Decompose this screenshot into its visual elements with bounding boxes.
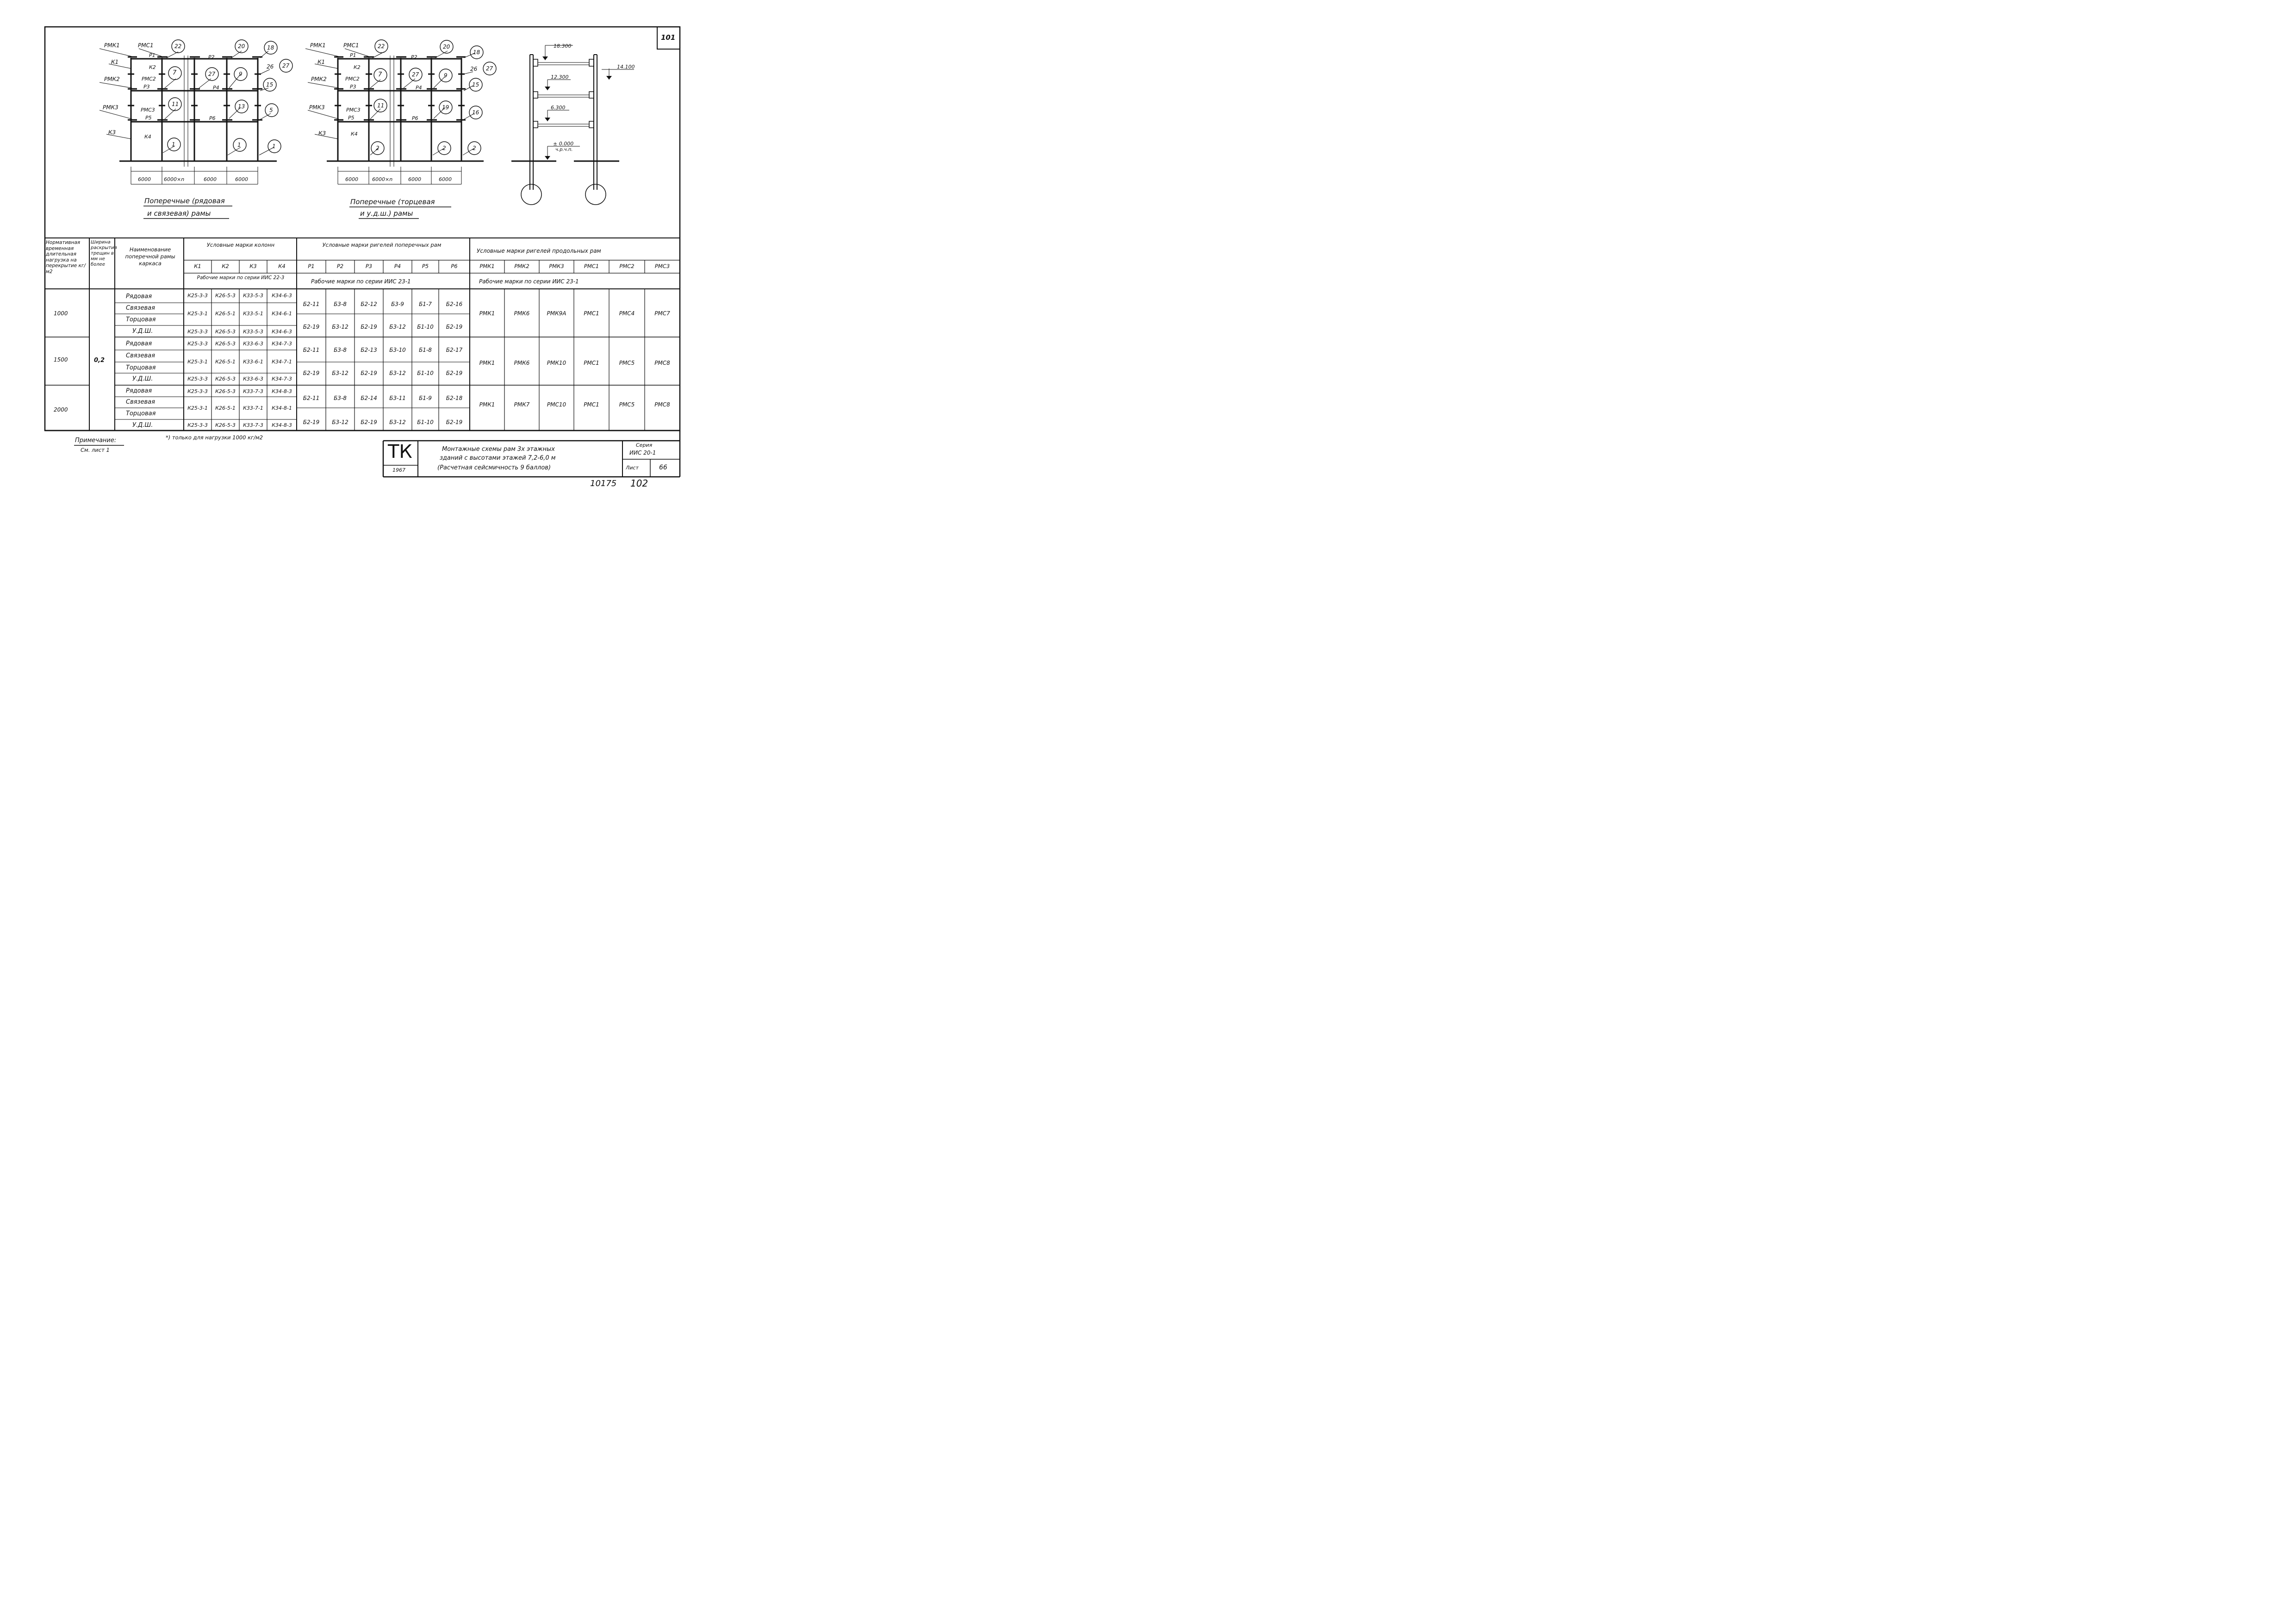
- g1-beam-b-r3: Б2-19: [361, 324, 377, 330]
- frame-left-ref-18: 18: [267, 44, 274, 51]
- frame-left-label-k4: К4: [144, 134, 151, 140]
- frame-left-label-rms3: РМС3: [141, 107, 155, 113]
- frame-mid-dim-2: 6000×n: [372, 176, 393, 182]
- frame-mid-ref-2c: 2: [473, 145, 476, 151]
- frame-left-label-r4: Р4: [213, 85, 219, 91]
- frame-left-dim-2: 6000×n: [164, 176, 185, 182]
- g2-row1-name: Рядовая: [126, 340, 152, 347]
- g3-r4-k1: К25-3-3: [187, 422, 208, 428]
- frame-mid-ref-18: 18: [473, 49, 480, 56]
- beam-head-r2: Р2: [336, 263, 344, 269]
- frame-mid-drawing: [305, 40, 496, 219]
- title-block-sheet-label: Лист: [626, 465, 639, 471]
- section-level-note: ч.р.ч.п.: [555, 147, 573, 152]
- g1-beam-a-r2: Б3-8: [334, 301, 347, 307]
- g1-long-3: РМК9А: [547, 310, 566, 317]
- g1-beam-a-r3: Б2-12: [361, 301, 377, 307]
- g1-row2-name: Связевая: [126, 305, 155, 312]
- g2-r4-k1: К25-3-3: [187, 376, 208, 382]
- beam-head-r3: Р3: [365, 263, 373, 269]
- notes-text: См. лист 1: [81, 447, 110, 453]
- frame-mid-label-k1: К1: [317, 59, 325, 65]
- frame-left-ref-1a: 1: [172, 141, 175, 148]
- g2-long-6: РМС8: [654, 360, 670, 366]
- g3-beam-a-r6: Б2-18: [446, 395, 463, 401]
- g1-beam-b-r6: Б2-19: [446, 324, 463, 330]
- g1-long-4: РМС1: [584, 310, 599, 317]
- g3-beam-a-r3: Б2-14: [361, 395, 377, 401]
- frame-left-ref-20: 20: [238, 43, 245, 50]
- frame-mid-ref-15: 15: [472, 81, 479, 88]
- g2-r1-k3: К33-6-3: [243, 341, 263, 347]
- g2-long-4: РМС1: [584, 360, 599, 366]
- frame-mid-label-r2: Р2: [411, 54, 417, 60]
- g1-r1-k1: К25-3-3: [187, 293, 208, 299]
- frame-mid-label-r3: Р3: [350, 84, 356, 90]
- frame-left-label-r1: Р1: [149, 52, 156, 58]
- frame-left-ref-27b: 27: [282, 62, 290, 69]
- frame-left-ref-1b: 1: [237, 142, 241, 148]
- g1-beam-a-r5: Б1-7: [419, 301, 432, 307]
- g2-beam-b-r3: Б2-19: [361, 370, 377, 376]
- frame-mid-ref-26: 26: [470, 66, 478, 72]
- frame-left-label-r5: Р5: [145, 115, 152, 121]
- frame-mid-ref-2b: 2: [442, 145, 446, 151]
- g3-r1-k3: К33-7-3: [243, 388, 263, 394]
- g3-r2-k4: К34-8-1: [272, 405, 292, 411]
- g2-long-3: РМК10: [547, 360, 566, 366]
- load-2000: 2000: [54, 406, 68, 413]
- frame-left-dim-1: 6000: [138, 176, 151, 182]
- title-block-title-line1: Монтажные схемы рам 3х этажных: [442, 446, 555, 453]
- g1-beam-a-r1: Б2-11: [303, 301, 320, 307]
- frame-left-ref-26: 26: [267, 63, 274, 70]
- title-block-series-label: Серия: [636, 442, 653, 448]
- frame-left-dim-4: 6000: [235, 176, 248, 182]
- section-level-18300: 18.300: [554, 43, 572, 49]
- frame-mid-label-k4: К4: [351, 131, 358, 137]
- g1-r1-k4: К34-6-3: [272, 293, 292, 299]
- frame-mid-label-r4: Р4: [416, 85, 422, 91]
- g3-beam-b-r4: Б3-12: [389, 419, 406, 425]
- frame-left-label-k1: К1: [111, 59, 119, 65]
- g3-r1-k4: К34-8-3: [272, 388, 292, 394]
- g3-beam-b-r3: Б2-19: [361, 419, 377, 425]
- notes-title: Примечание:: [75, 437, 117, 444]
- g1-r2-k1: К25-3-1: [187, 311, 208, 317]
- title-block: [74, 431, 680, 477]
- long-head-rmk3: РМК3: [549, 263, 564, 269]
- g1-beam-a-r4: Б3-9: [391, 301, 404, 307]
- g1-beam-b-r4: Б3-12: [389, 324, 406, 330]
- g3-r4-k3: К33-7-3: [243, 422, 263, 428]
- archive-number: 10175: [590, 479, 617, 488]
- col-head-k2: К2: [222, 263, 229, 269]
- frame-mid-label-rmk1: РМК1: [310, 42, 326, 49]
- frame-left-ref-7: 7: [173, 69, 177, 76]
- title-block-title-line2: зданий с высотами этажей 7,2-6,0 м: [440, 455, 556, 462]
- g2-row2-name: Связевая: [126, 352, 155, 359]
- g3-r1-k2: К26-5-3: [215, 388, 236, 394]
- frame-mid-ref-27a: 27: [412, 71, 419, 78]
- g1-r4-k4: К34-6-3: [272, 329, 292, 335]
- g3-long-6: РМС8: [654, 401, 670, 408]
- g2-r2-k2: К26-5-1: [215, 359, 236, 365]
- frame-mid-ref-7: 7: [378, 71, 382, 78]
- section-level-0: ± 0.000: [553, 141, 574, 147]
- g1-r2-k4: К34-6-1: [272, 311, 292, 317]
- frame-mid-ref-20: 20: [443, 44, 450, 50]
- g3-long-2: РМК7: [514, 401, 530, 408]
- frame-mid-ref-9: 9: [444, 72, 448, 79]
- g1-row3-name: Торцовая: [126, 316, 156, 323]
- beam-head-r6: Р6: [451, 263, 458, 269]
- g2-beam-a-r1: Б2-11: [303, 347, 320, 353]
- frame-left-label-r2: Р2: [208, 54, 215, 60]
- g1-r4-k3: К33-5-3: [243, 329, 263, 335]
- g3-long-4: РМС1: [584, 401, 599, 408]
- title-block-sheet-value: 66: [659, 464, 667, 471]
- g2-r2-k3: К33-6-1: [243, 359, 263, 365]
- beam-head-r1: Р1: [308, 263, 315, 269]
- frame-mid-ref-11: 11: [377, 102, 385, 109]
- table-head-beams: Условные марки ригелей поперечных рам: [322, 242, 442, 248]
- g3-beam-b-r6: Б2-19: [446, 419, 463, 425]
- g2-beam-a-r2: Б3-8: [334, 347, 347, 353]
- frame-mid-label-rms3: РМС3: [346, 107, 361, 113]
- g1-r2-k2: К26-5-1: [215, 311, 236, 317]
- g1-beam-a-r6: Б2-16: [446, 301, 463, 307]
- g3-beam-b-r2: Б3-12: [332, 419, 348, 425]
- frame-mid-caption-line2: и у.д.ш.) рамы: [360, 209, 413, 218]
- g3-r2-k3: К33-7-1: [243, 405, 263, 411]
- frame-left-label-rmk3: РМК3: [103, 104, 118, 111]
- frame-left-label-rmk2: РМК2: [104, 76, 120, 82]
- g3-long-3: РМС10: [547, 401, 566, 408]
- sheet-number: 101: [661, 33, 676, 42]
- g2-beam-a-r4: Б3-10: [389, 347, 406, 353]
- frame-mid-ref-19: 19: [442, 104, 449, 111]
- page-number: 102: [630, 478, 648, 489]
- g2-row4-name: У.Д.Ш.: [132, 375, 153, 382]
- frame-left-dim-3: 6000: [204, 176, 217, 182]
- frame-left-ref-27a: 27: [208, 71, 216, 77]
- frame-left-caption-line1: Поперечные (рядовая: [144, 197, 225, 205]
- table-head-name: Наименование поперечной рамы каркаса: [125, 246, 175, 267]
- col-head-k3: К3: [249, 263, 257, 269]
- frame-left-label-r3: Р3: [143, 84, 150, 90]
- g1-row1-name: Рядовая: [126, 293, 152, 300]
- frame-mid-caption-line1: Поперечные (торцевая: [350, 198, 435, 206]
- load-1500: 1500: [54, 356, 68, 363]
- frame-left-ref-1c: 1: [272, 143, 276, 150]
- long-head-rms1: РМС1: [584, 263, 599, 269]
- col-head-k1: К1: [194, 263, 201, 269]
- frame-left-ref-9: 9: [239, 71, 243, 77]
- table-head-crack: Ширина раскрытия трещин в мм не более: [91, 240, 117, 267]
- g3-long-1: РМК1: [479, 401, 495, 408]
- frame-mid-label-rms2: РМС2: [345, 76, 360, 82]
- section-level-14100: 14.100: [617, 64, 635, 70]
- g2-r2-k4: К34-7-1: [272, 359, 292, 365]
- title-block-logo: ТК: [388, 441, 412, 462]
- table-head-load: Нормативная временная длительная нагрузка на перекрытие кг/м2: [46, 240, 86, 275]
- g2-r4-k3: К33-6-3: [243, 376, 263, 382]
- frame-mid-label-k2: К2: [354, 64, 361, 70]
- g3-row4-name: У.Д.Ш.: [132, 422, 153, 429]
- g1-r1-k2: К26-5-3: [215, 293, 236, 299]
- notes-footnote: *) только для нагрузки 1000 кг/м2: [166, 434, 263, 441]
- frame-left-label-rmk1: РМК1: [104, 42, 120, 49]
- g1-long-2: РМК6: [514, 310, 530, 317]
- frame-mid-label-rms1: РМС1: [343, 42, 359, 49]
- g3-long-5: РМС5: [619, 401, 635, 408]
- g1-long-6: РМС7: [654, 310, 670, 317]
- g1-r2-k3: К33-5-1: [243, 311, 263, 317]
- frame-left-label-rms2: РМС2: [142, 76, 156, 82]
- frame-mid-dim-3: 6000: [408, 176, 421, 182]
- g3-beam-a-r4: Б3-11: [389, 395, 406, 401]
- frame-left-ref-13: 13: [238, 103, 245, 110]
- g3-beam-a-r5: Б1-9: [419, 395, 432, 401]
- long-head-rms3: РМС3: [654, 263, 670, 269]
- g2-r1-k2: К26-5-3: [215, 341, 236, 347]
- frame-left-ref-5: 5: [269, 107, 273, 113]
- frame-left-drawing: [100, 40, 292, 219]
- g2-beam-b-r6: Б2-19: [446, 370, 463, 376]
- frame-mid-label-rmk2: РМК2: [311, 76, 327, 82]
- g2-beam-a-r6: Б2-17: [446, 347, 463, 353]
- frame-mid-ref-16: 16: [472, 109, 479, 116]
- g2-beam-b-r5: Б1-10: [417, 370, 434, 376]
- frame-left-ref-11: 11: [172, 101, 179, 107]
- g3-beam-b-r1: Б2-19: [303, 419, 320, 425]
- g2-beam-a-r3: Б2-13: [361, 347, 377, 353]
- g1-r4-k2: К26-5-3: [215, 329, 236, 335]
- frame-mid-label-r5: Р5: [348, 115, 355, 121]
- frame-mid-label-k3: К3: [318, 130, 326, 137]
- g2-long-1: РМК1: [479, 360, 495, 366]
- frame-left-ref-15: 15: [266, 81, 274, 88]
- title-block-series-value: ИИС 20-1: [629, 450, 656, 456]
- frame-left-label-k3: К3: [108, 129, 116, 136]
- frame-mid-ref-22: 22: [378, 43, 385, 50]
- section-drawing: [511, 45, 634, 205]
- g2-long-5: РМС5: [619, 360, 635, 366]
- g1-beam-b-r5: Б1-10: [417, 324, 434, 330]
- table-head-long-sub: Рабочие марки по серии ИИС 23-1: [479, 278, 579, 285]
- g1-long-1: РМК1: [479, 310, 495, 317]
- frame-mid-ref-27b: 27: [486, 65, 493, 72]
- g2-beam-b-r4: Б3-12: [389, 370, 406, 376]
- section-level-6300: 6.300: [551, 105, 566, 111]
- frame-mid-dim-4: 6000: [439, 176, 452, 182]
- frame-mid-dim-1: 6000: [345, 176, 358, 182]
- g2-beam-a-r5: Б1-8: [419, 347, 432, 353]
- frame-mid-label-r6: Р6: [412, 115, 418, 121]
- g3-r1-k1: К25-3-3: [187, 388, 208, 394]
- title-block-title-line3: (Расчетная сейсмичность 9 баллов): [437, 464, 551, 471]
- long-head-rmk2: РМК2: [514, 263, 529, 269]
- load-1000: 1000: [54, 310, 68, 317]
- section-level-12300: 12.300: [551, 74, 569, 80]
- frame-left-caption-line2: и связевая) рамы: [147, 209, 211, 218]
- crack-value: 0,2: [94, 357, 105, 364]
- long-head-rmk1: РМК1: [479, 263, 495, 269]
- g2-r2-k1: К25-3-1: [187, 359, 208, 365]
- table-head-beams-sub: Рабочие марки по серии ИИС 23-1: [311, 278, 411, 285]
- g1-long-5: РМС4: [619, 310, 635, 317]
- frame-left-label-k2: К2: [149, 64, 156, 70]
- frame-mid-label-r1: Р1: [350, 52, 356, 58]
- g3-r4-k2: К26-5-3: [215, 422, 236, 428]
- table-head-columns: Условные марки колонн: [206, 242, 275, 248]
- g2-long-2: РМК6: [514, 360, 530, 366]
- frame-left-label-rms1: РМС1: [138, 42, 154, 49]
- frame-mid-ref-2a: 2: [376, 145, 380, 151]
- g2-r1-k1: К25-3-3: [187, 341, 208, 347]
- g3-r2-k1: К25-3-1: [187, 405, 208, 411]
- col-head-k4: К4: [278, 263, 286, 269]
- g3-row2-name: Связевая: [126, 399, 155, 406]
- long-head-rms2: РМС2: [619, 263, 635, 269]
- g1-r4-k1: К25-3-3: [187, 329, 208, 335]
- table-head-long: Условные марки ригелей продольных рам: [477, 248, 601, 254]
- g2-beam-b-r1: Б2-19: [303, 370, 320, 376]
- frame-mid-label-rmk3: РМК3: [309, 104, 325, 111]
- g3-beam-b-r5: Б1-10: [417, 419, 434, 425]
- frame-left-label-r6: Р6: [209, 115, 216, 121]
- g3-r4-k4: К34-8-3: [272, 422, 292, 428]
- g2-r4-k2: К26-5-3: [215, 376, 236, 382]
- beam-head-r5: Р5: [422, 263, 429, 269]
- g1-beam-b-r1: Б2-19: [303, 324, 320, 330]
- g1-beam-b-r2: Б3-12: [332, 324, 348, 330]
- g2-beam-b-r2: Б3-12: [332, 370, 348, 376]
- beam-head-r4: Р4: [394, 263, 401, 269]
- g3-row3-name: Торцовая: [126, 410, 156, 417]
- g2-r4-k4: К34-7-3: [272, 376, 292, 382]
- g3-beam-a-r2: Б3-8: [334, 395, 347, 401]
- g1-row4-name: У.Д.Ш.: [132, 328, 153, 335]
- g2-row3-name: Торцовая: [126, 364, 156, 371]
- table-head-columns-sub: Рабочие марки по серии ИИС 22-3: [197, 275, 285, 281]
- frame-left-ref-22: 22: [174, 43, 182, 50]
- g3-beam-a-r1: Б2-11: [303, 395, 320, 401]
- g3-row1-name: Рядовая: [126, 387, 152, 394]
- g1-r1-k3: К33-5-3: [243, 293, 263, 299]
- title-block-year: 1967: [392, 467, 405, 473]
- g3-r2-k2: К26-5-1: [215, 405, 236, 411]
- g2-r1-k4: К34-7-3: [272, 341, 292, 347]
